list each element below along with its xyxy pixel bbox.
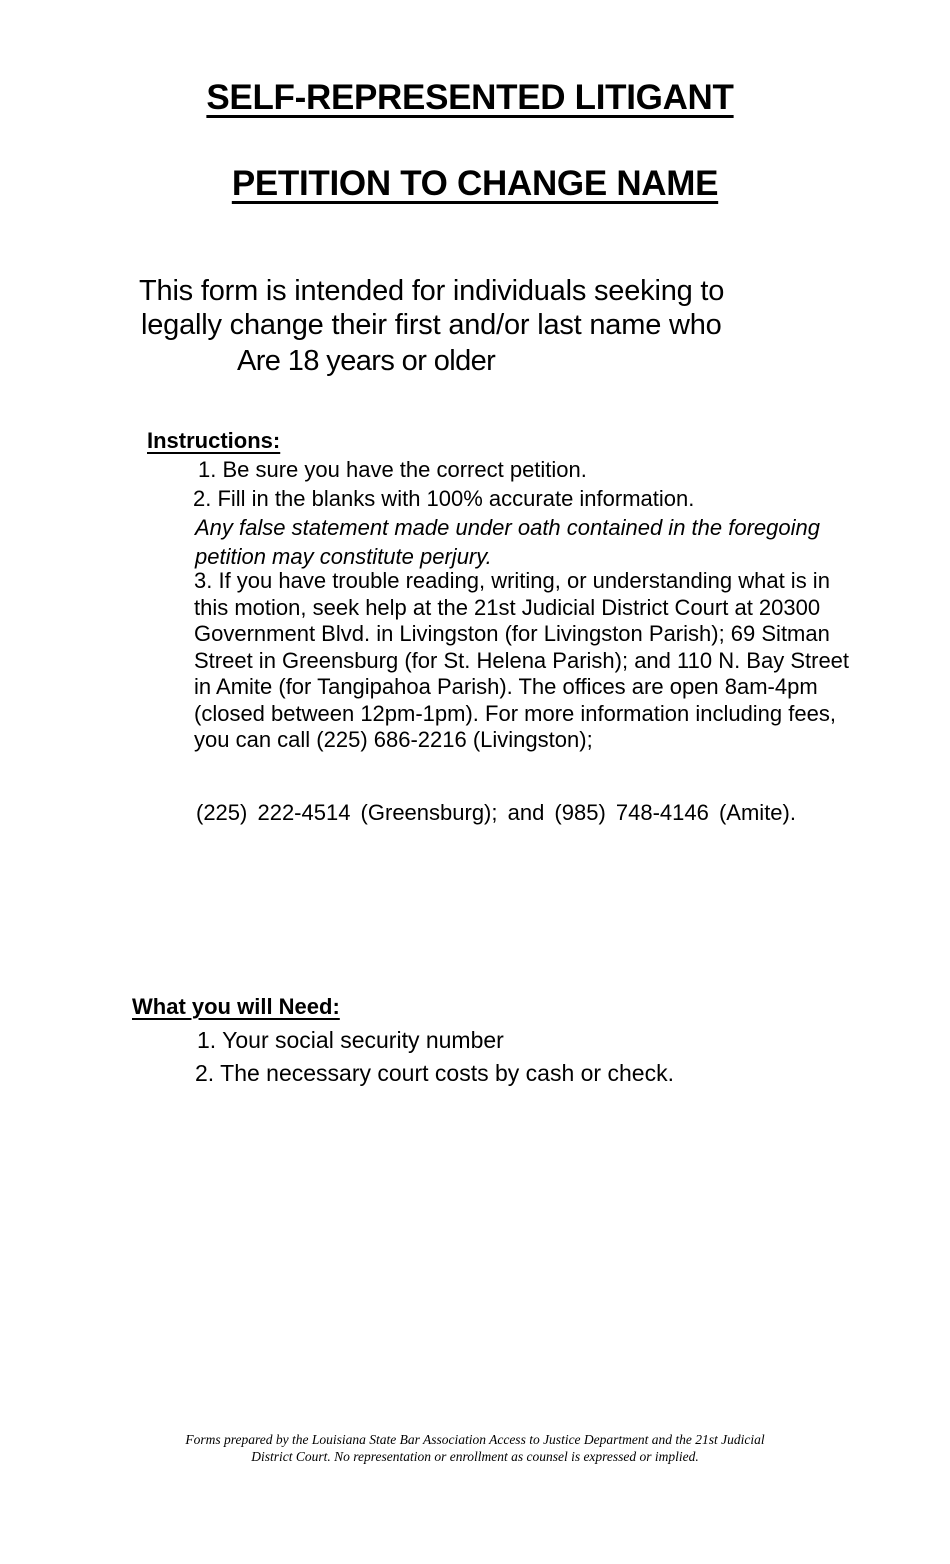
footer-line-1: Forms prepared by the Louisiana State Bar Association Access to Justice Department and the 21st Judicial [185,1432,765,1447]
document-title: SELF-REPRESENTED LITIGANT [206,78,734,117]
footer-line-2: District Court. No representation or enrollment as counsel is expressed or implied. [251,1449,699,1464]
intro-line-2: legally change their first and/or last name who [141,309,722,341]
footer-disclaimer [0,1431,950,1465]
need-item-2: 2. The necessary court costs by cash or check. [195,1060,674,1086]
instruction-phone-numbers: (225) 222-4514 (Greensburg); and (985) 748-4146 (Amite). [196,800,796,825]
instruction-step-1: 1. Be sure you have the correct petition. [198,457,587,482]
perjury-warning: Any false statement made under oath contained in the foregoing petition may constitute perjury. [195,515,820,569]
instructions-heading: Instructions: [147,428,281,453]
needs-heading: What you will Need: [132,994,340,1019]
document-subtitle: PETITION TO CHANGE NAME [231,164,719,203]
need-item-1: 1. Your social security number [197,1027,504,1053]
intro-line-1: This form is intended for individuals seeking to [139,275,725,307]
intro-line-3: Are 18 years or older [237,345,496,377]
instruction-step-2: 2. Fill in the blanks with 100% accurate information. [193,486,695,511]
instruction-step-3: 3. If you have trouble reading, writing, or understanding what is in this motion, seek help at the 21st Judicial District Court at 20300 Government Blvd. in Livingston (for Livingston Parish); 69 Sitman Street in Greensburg (for St. Helena Parish); and 110 N. Bay Street in Amite (for Tangipahoa Parish). The offices are open 8am-4pm (closed between 12pm-1pm). For more information including fees, you can call (225) 686-2216 (Livingston); [194,568,850,752]
